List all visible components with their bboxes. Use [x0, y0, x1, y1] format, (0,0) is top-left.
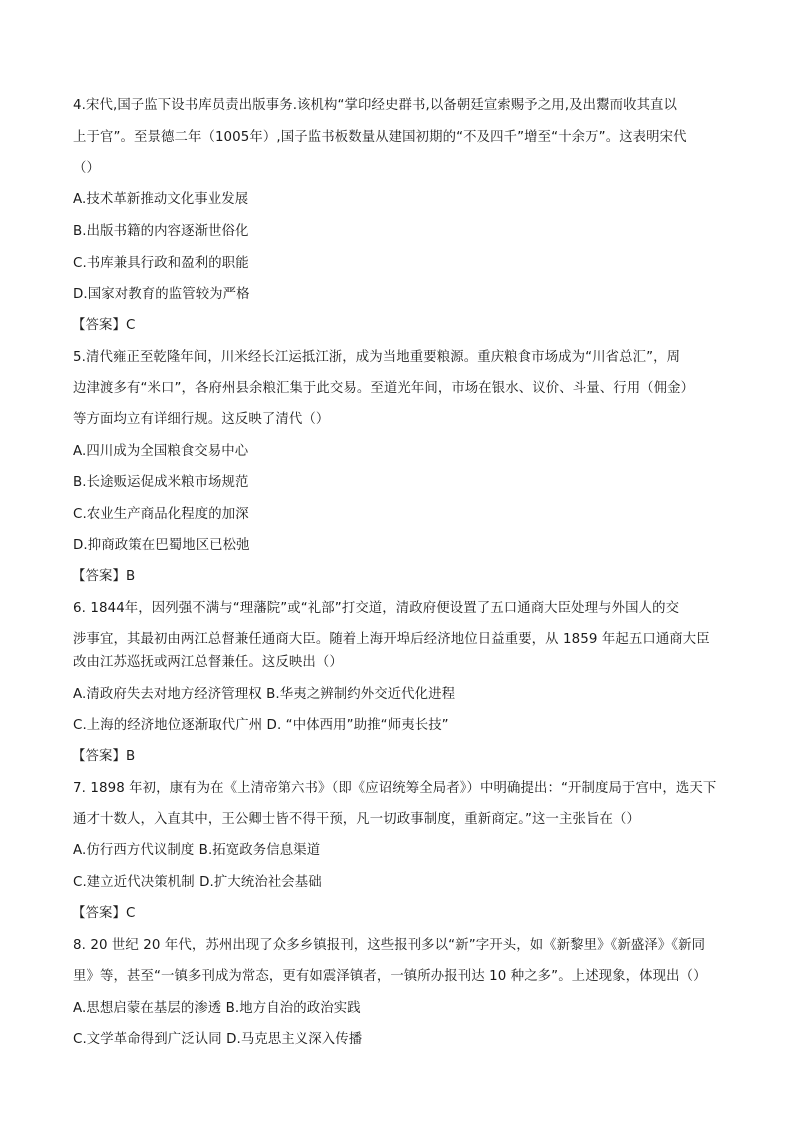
q6-stem-line-3: 改由江苏巡抚或两江总督兼任。这反映出（）: [73, 655, 343, 670]
q7-option-ab: A.仿行西方代议制度 B.拓宽政务信息渠道: [73, 843, 321, 858]
q4-stem-line-1: 4.宋代,国子监下设书库员责出版事务.该机构“掌印经史群书,以备朝廷宣索赐予之用,及出鬻而收其直以: [73, 98, 678, 113]
q5-stem-line-1: 5.清代雍正至乾隆年间，川米经长江运抵江浙，成为当地重要粮源。重庆粮食市场成为“川省总汇”，周: [73, 350, 681, 365]
q5-option-b: B.长途贩运促成米粮市场规范: [73, 475, 249, 490]
q5-option-a: A.四川成为全国粮食交易中心: [73, 444, 249, 459]
q7-answer: 【答案】C: [72, 906, 136, 921]
q5-answer: 【答案】B: [72, 569, 136, 584]
q8-option-cd: C.文学革命得到广泛认同 D.马克思主义深入传播: [73, 1032, 363, 1047]
q6-stem-line-1: 6. 1844年，因列强不满与“理藩院”或“礼部”打交道，清政府便设置了五口通商大臣处理与外国人的交: [73, 601, 680, 616]
q4-stem-line-3: （）: [73, 161, 100, 176]
q4-option-d: D.国家对教育的监管较为严格: [73, 287, 250, 302]
q7-stem-line-1: 7. 1898 年初，康有为在《上清帝第六书》（即《应诏统筹全局者》）中明确提出：“开制度局于宫中，选天下: [73, 781, 717, 796]
q6-stem-line-2: 涉事宜，其最初由两江总督兼任通商大臣。随着上海开埠后经济地位日益重要，从 1859 年起五口通商大臣: [73, 632, 710, 647]
q6-option-cd: C.上海的经济地位逐渐取代广州 D. “中体西用”助推“师夷长技”: [73, 718, 449, 733]
q6-option-ab: A.清政府失去对地方经济管理权 B.华夷之辨制约外交近代化进程: [73, 687, 456, 702]
q4-answer: 【答案】C: [72, 318, 136, 333]
q5-stem-line-2: 边津渡多有“米口”，各府州县余粮汇集于此交易。至道光年间，市场在银水、议价、斗量、行用（佣金）: [73, 381, 695, 396]
q4-option-a: A.技术革新推动文化事业发展: [73, 192, 249, 207]
q8-option-ab: A.思想启蒙在基层的渗透 B.地方自治的政治实践: [73, 1001, 361, 1016]
q6-answer: 【答案】B: [72, 749, 136, 764]
q7-option-cd: C.建立近代决策机制 D.扩大统治社会基础: [73, 875, 322, 890]
q5-option-d: D.抑商政策在巴蜀地区已松弛: [73, 538, 250, 553]
q8-stem-line-1: 8. 20 世纪 20 年代，苏州出现了众多乡镇报刊，这些报刊多以“新”字开头，如《新黎里》《新盛泽》《新同: [73, 938, 706, 953]
q7-stem-line-2: 通才十数人，入直其中，王公卿士皆不得干预，凡一切政事制度，重新商定。”这一主张旨在（）: [73, 812, 640, 827]
q4-option-b: B.出版书籍的内容逐渐世俗化: [73, 224, 249, 239]
q4-option-c: C.书库兼具行政和盈利的职能: [73, 256, 249, 271]
q4-stem-line-2: 上于官”。至景德二年（1005年）,国子监书板数量从建国初期的“不及四千”增至“十余万”。这表明宋代: [73, 130, 687, 145]
q5-option-c: C.农业生产商品化程度的加深: [73, 507, 249, 522]
q8-stem-line-2: 里》等，甚至“一镇多刊成为常态，更有如震泽镇者，一镇所办报刊达 10 种之多”。上述现象，体现出（）: [73, 969, 707, 984]
q5-stem-line-3: 等方面均立有详细行规。这反映了清代（）: [73, 412, 330, 427]
